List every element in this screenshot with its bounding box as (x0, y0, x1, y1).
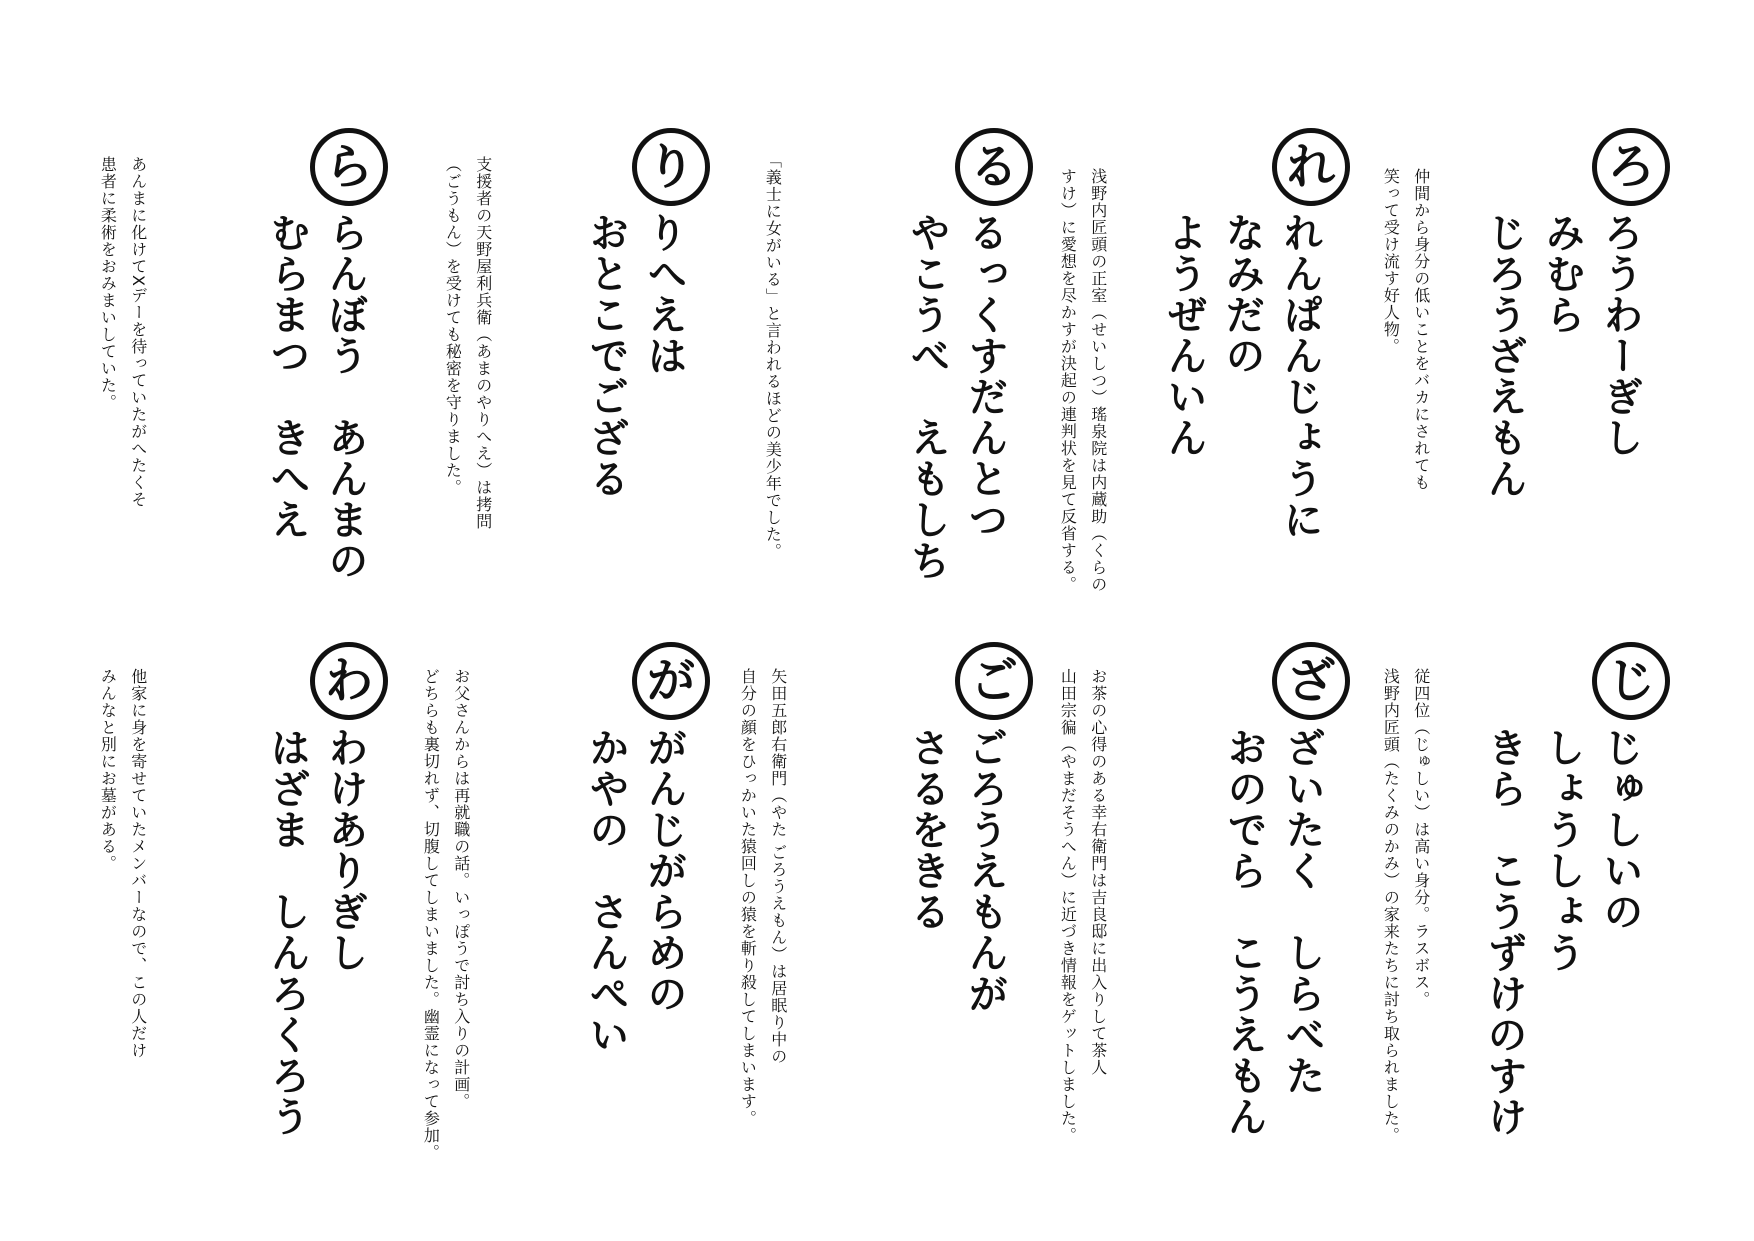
card-note: あんまに化けてXデーを待っていたがへたくそ 患者に柔術をおみまいしていた。 (98, 156, 148, 508)
card-note: 「義士に女がいる」と言われるほどの美少年でした。 (763, 152, 783, 560)
card-main-text: ろうわーぎし みむら じろうざえもん (1481, 212, 1643, 499)
card-note: 仲間から身分の低いことをバカにされても 笑って受け流す好人物。 (1381, 168, 1431, 491)
card-note: 支援者の天野屋利兵衛（あまのやりへえ）は拷問 （ごうもん）を受けても秘密を守りました。 (443, 156, 493, 530)
card-main-text: がんじがらめの かやの さんぺい (583, 727, 687, 1055)
card-note: お茶の心得のある幸右衛門は吉良邸に出入りして茶人 山田宗徧（やまだそうへん）に近づき情報をゲットしました。 (1058, 668, 1108, 1144)
kana-circle: が (632, 642, 710, 720)
kana-circle: ろ (1592, 128, 1670, 206)
card-note: 他家に身を寄せていたメンバーなので、この人だけ みんなと別にお墓がある。 (98, 668, 148, 1059)
kana-circle: ざ (1272, 642, 1350, 720)
card-note: 浅野内匠頭の正室（せいしつ）瑤泉院は内蔵助（くらの すけ）に愛想を尽かすが決起の連判状を見て反省する。 (1058, 168, 1108, 593)
card-note: 従四位（じゅしい）は高い身分。ラスボス。 浅野内匠頭（たくみのかみ）の家来たちに討ち取られました。 (1381, 668, 1431, 1144)
card-main-text: るっくすだんとつ やこうべ えもしち (904, 212, 1008, 581)
kana-circle: り (632, 128, 710, 206)
card-main-text: りへえは おとこでござる (583, 212, 687, 499)
kana-circle: れ (1272, 128, 1350, 206)
card-main-text: れんぱんじょうに なみだの ようぜんいん (1161, 212, 1323, 540)
kana-circle: わ (310, 642, 388, 720)
card-note: 矢田五郎右衛門（やた ごろうえもん）は居眠り中の 自分の顔をひっかいた猿回しの猿を斬り殺してしまいます。 (738, 668, 788, 1127)
card-main-text: らんぼう あんまの むらまつ きへえ (264, 212, 368, 581)
card-main-text: ごろうえもんが さるをきる (904, 727, 1008, 1014)
kana-circle: る (955, 128, 1033, 206)
kana-circle: じ (1592, 642, 1670, 720)
kana-circle: ら (310, 128, 388, 206)
card-note: お父さんからは再就職の話。いっぽうで討ち入りの計画。 どちらも裏切れず、切腹してしまいました。幽霊になって参加。 (421, 668, 471, 1161)
kana-circle: ご (955, 642, 1033, 720)
card-main-text: じゅしいの しょうしょう きら こうずけのすけ (1481, 727, 1643, 1137)
card-main-text: わけありぎし はざま しんろくろう (264, 727, 368, 1137)
card-main-text: ざいたく しらべた おのでら こうえもん (1221, 727, 1325, 1137)
